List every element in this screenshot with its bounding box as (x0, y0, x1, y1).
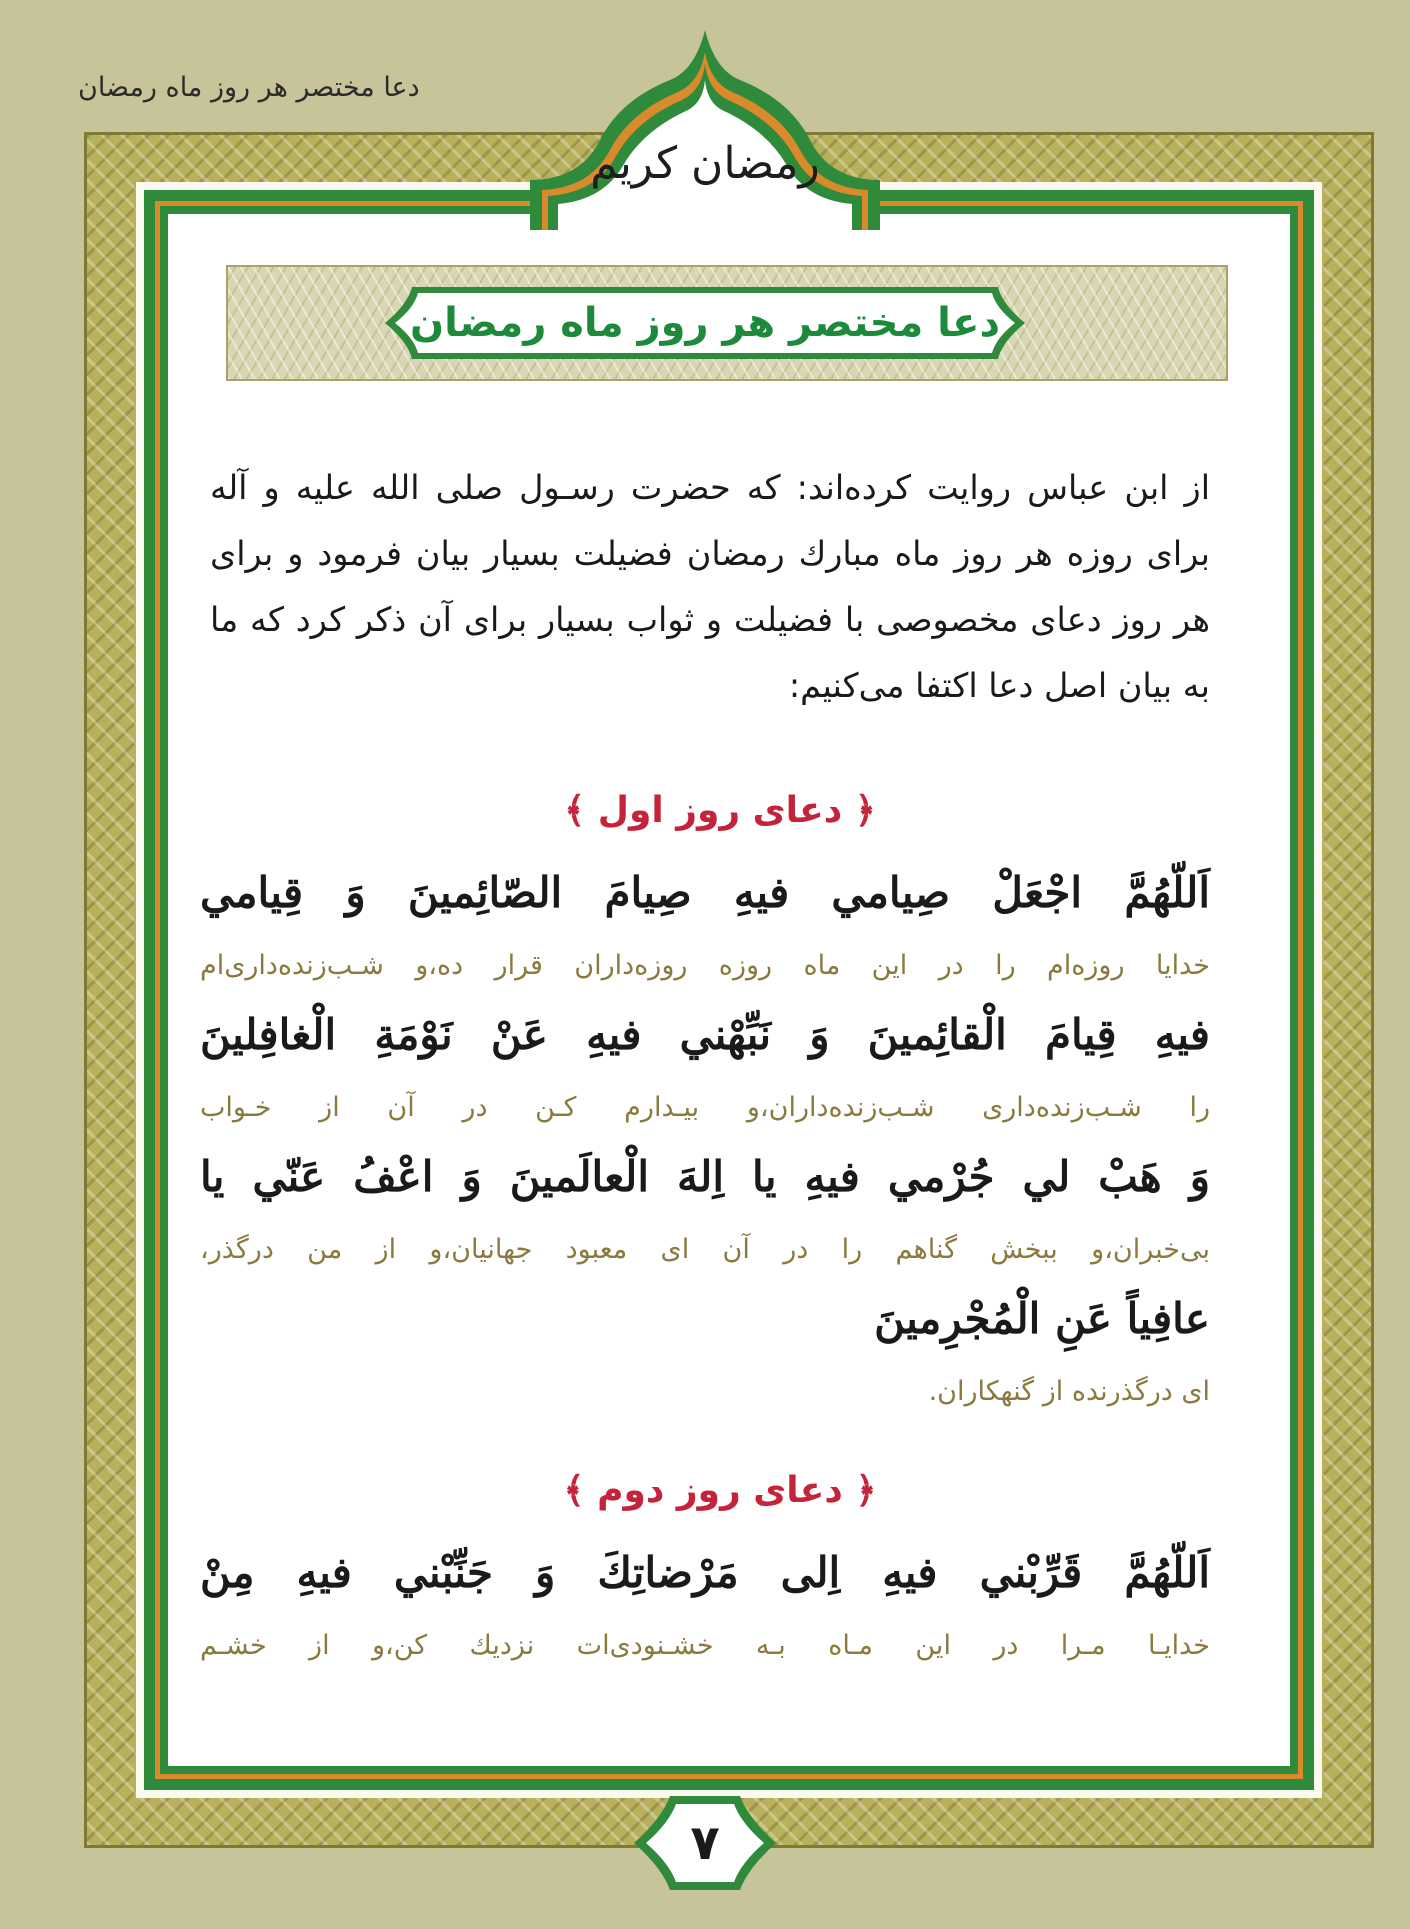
arabic-prayer-line: فيهِ قِيامَ الْقائِمينَ وَ نَبِّهْني فيهِ عَنْ نَوْمَةِ الْغافِلينَ (200, 1010, 1210, 1059)
dome-ornament-icon (520, 30, 890, 230)
intro-paragraph: از ابن عباس روایت کرده‌اند: که حضرت رسـول صلی الله علیه و آله برای روزه هر روز ماه مبارك رمضان فضیلت بسیار بیان فرمود و برای هر روز دعای مخصوصی با فضیلت و ثواب بسیار برای آن ذکر کرد که ما به بیان اصل دعا اکتفا می‌کنیم: (210, 468, 1210, 705)
arabic-prayer-line: عافِياً عَنِ الْمُجْرِمينَ (874, 1294, 1210, 1343)
persian-translation-line: ای درگذرنده از گنهکاران. (928, 1376, 1210, 1407)
arabic-prayer-line: وَ هَبْ لي جُرْمي فيهِ يا اِلهَ الْعالَمينَ وَ اعْفُ عَنّي يا (200, 1152, 1210, 1201)
arabic-prayer-line: اَللّهُمَّ اجْعَلْ صِيامي فيهِ صِيامَ الصّائِمينَ وَ قِيامي (200, 868, 1210, 917)
ramadan-kareem-logo: رمضان کریم (590, 138, 820, 189)
persian-translation-line: بی‌خبران،و ببخش گناهم را در آن ای معبود جهانیان،و از من درگذر، (200, 1234, 1210, 1265)
content-panel (168, 214, 1290, 1766)
persian-translation-line: خدایا روزه‌ام را در این ماه روزه روزه‌داران قرار ده،و شـب‌زنده‌داری‌ام (200, 950, 1210, 981)
persian-translation-line: خدایـا مـرا در این مـاه بـه خشـنودی‌ات نزدیك کن،و از خشـم (200, 1630, 1210, 1661)
persian-translation-line: را شـب‌زنده‌داری شـب‌زنده‌داران،و بیـدارم کـن در آن از خـواب (200, 1092, 1210, 1123)
arabic-prayer-line: اَللّهُمَّ قَرِّبْني فيهِ اِلى مَرْضاتِكَ وَ جَنِّبْني فيهِ مِنْ (200, 1548, 1210, 1597)
section-heading-day-1: ﴿ دعای روز اول ﴾ (564, 790, 876, 831)
running-header: دعا مختصر هر روز ماه رمضان (78, 72, 420, 103)
section-heading-day-2: ﴿ دعای روز دوم ﴾ (563, 1470, 877, 1511)
page-number: ۷ (690, 1815, 720, 1871)
page-title: دعا مختصر هر روز ماه رمضان (409, 300, 1001, 346)
